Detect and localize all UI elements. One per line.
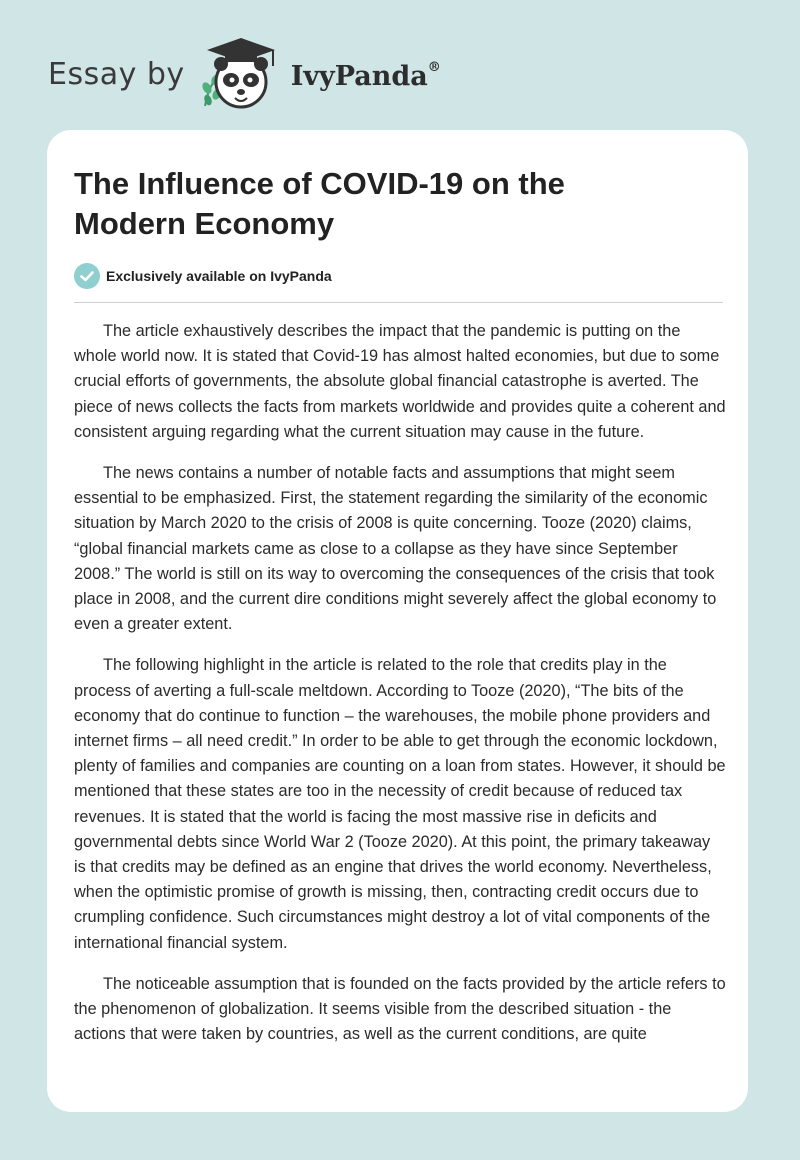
- paragraph-2: The news contains a number of notable facts and assumptions that might seem essential to be emphasized. First, the statement regarding the similarity of the economic situation by March 2020 to the crisis of 2008 is quite concerning. Tooze (2020) claims, “global financial markets came as close to a collapse as they have since September 2008.” The world is still on its way to overcoming the consequences of the crisis that took place in 2008, and the current dire conditions might severely affect the global economy to even a greater extent.: [74, 464, 717, 634]
- divider: [74, 302, 723, 303]
- registered-mark: ®: [427, 59, 441, 75]
- exclusive-badge: [74, 263, 332, 289]
- paragraph-3: The following highlight in the article is related to the role that credits play in the process of averting a full-scale meltdown. According to Tooze (2020), “The bits of the economy that do continue to function – the warehouses, the mobile phone providers and internet firms – all need credit.” In order to be able to get through the economic lockdown, plenty of families and companies are counting on a loan from states. However, it should be mentioned that these states are too in the necessity of credit because of reduced tax revenues. It is stated that the world is facing the most massive rise in deficits and governmental debts since World War 2 (Tooze 2020). At this point, the primary takeaway is that credits may be defined as an engine that drives the world economy. Nevertheless, when the optimistic promise of growth is missing, then, contracting credit occurs due to crumpling confidence. Such circumstances might destroy a lot of vital components of the international financial system.: [74, 656, 726, 952]
- paragraph-1: The article exhaustively describes the impact that the pandemic is putting on the whole world now. It is stated that Covid-19 has almost halted economies, but due to some crucial efforts of governments, the absolute global financial catastrophe is averted. The piece of news collects the facts from markets worldwide and provides quite a coherent and consistent arguing regarding what the current situation may cause in the future.: [74, 322, 726, 441]
- panda-graduate-icon: [195, 36, 285, 112]
- paragraph-4: The noticeable assumption that is founded on the facts provided by the article refers to the phenomenon of globalization. It seems visible from the described situation - the actions that were taken by countries, as well as the current conditions, are quite: [74, 974, 726, 1044]
- essay-card: [47, 130, 748, 1112]
- site-header: [48, 34, 441, 114]
- check-circle-icon: [74, 263, 100, 289]
- exclusive-label: Exclusively available on IvyPanda: [106, 268, 332, 284]
- brand-name: IvyPanda®: [290, 59, 441, 92]
- essay-title: The Influence of COVID-19 on the Modern Economy: [74, 166, 565, 241]
- essay-by-label: Essay by: [48, 56, 185, 92]
- essay-body: [74, 319, 726, 1063]
